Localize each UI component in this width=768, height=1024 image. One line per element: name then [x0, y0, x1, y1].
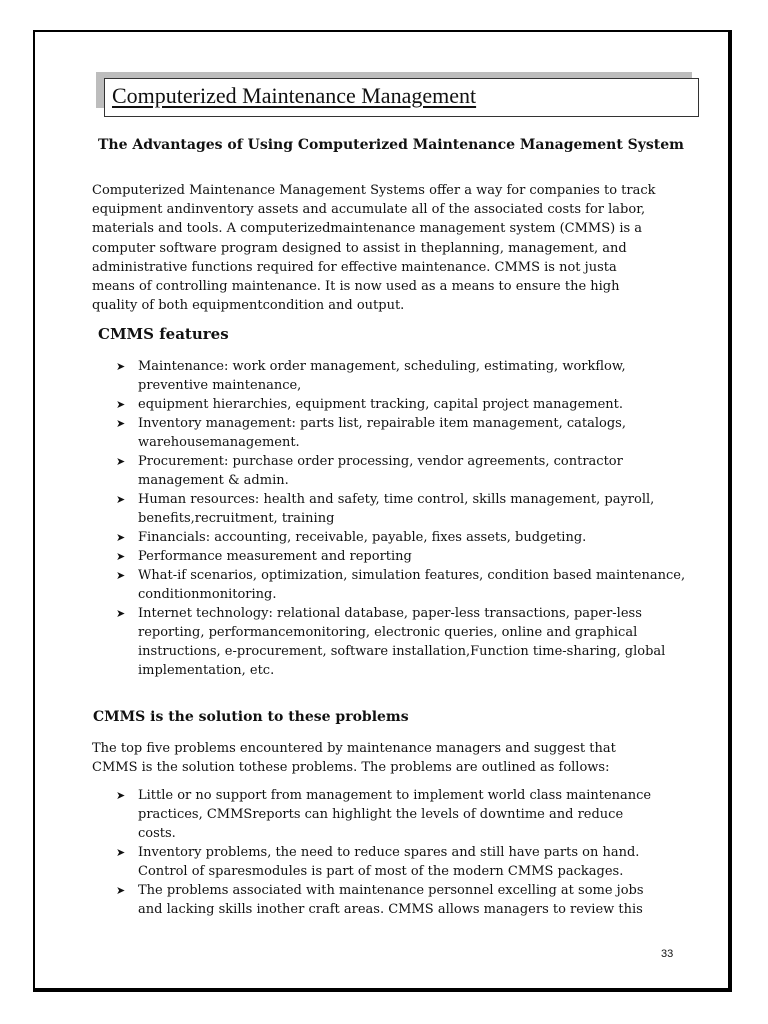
- list-item: [116, 395, 686, 414]
- list-item: [116, 843, 661, 881]
- arrow-bullet-icon: ➤: [116, 789, 126, 802]
- problems-list: [116, 786, 661, 919]
- arrow-bullet-icon: ➤: [116, 493, 126, 506]
- list-item-text: What-if scenarios, optimization, simulation features, condition based maintenance, conditionmonitoring.: [138, 568, 686, 602]
- arrow-bullet-icon: ➤: [116, 417, 126, 430]
- list-item: [116, 414, 686, 452]
- list-item-text: Internet technology: relational database, paper-less transactions, paper-less reporting, performancemonitoring, electronic queries, online and graphical instructions, e-procurement, software installation,Function time-sharing, global implementation, etc.: [138, 606, 666, 678]
- list-item: [116, 881, 661, 919]
- list-item-text: Procurement: purchase order processing, vendor agreements, contractor management & admin.: [138, 454, 623, 488]
- features-list: [116, 357, 686, 680]
- page-number: 33: [661, 948, 674, 960]
- list-item-text: Maintenance: work order management, scheduling, estimating, workflow, preventive maintenance,: [138, 359, 626, 393]
- advantages-heading: The Advantages of Using Computerized Maintenance Management System: [98, 137, 684, 153]
- arrow-bullet-icon: ➤: [116, 884, 126, 897]
- list-item-text: Little or no support from management to implement world class maintenance practices, CMMSreports can highlight the levels of downtime and reduce costs.: [138, 788, 652, 841]
- page-title: Computerized Maintenance Management: [112, 83, 477, 108]
- solution-paragraph: The top five problems encountered by maintenance managers and suggest that CMMS is the solution tothese problems. The problems are outlined as follows:: [92, 741, 616, 776]
- list-item: [116, 786, 661, 843]
- advantages-paragraph: Computerized Maintenance Management Systems offer a way for companies to track equipment andinventory assets and accumulate all of the associated costs for labor, materials and tools. A computerizedmaintenance management system (CMMS) is a computer software program designed to assist in theplanning, management, and administrative functions required for effective maintenance. CMMS is not justa means of controlling maintenance. It is now used as a means to ensure the high quality of both equipmentcondition and output.: [92, 183, 656, 314]
- list-item: [116, 452, 686, 490]
- list-item-text: Human resources: health and safety, time control, skills management, payroll, benefits,recruitment, training: [138, 492, 655, 526]
- list-item: [116, 357, 686, 395]
- list-item-text: The problems associated with maintenance personnel excelling at some jobs and lacking skills inother craft areas. CMMS allows managers to review this: [138, 883, 644, 917]
- arrow-bullet-icon: ➤: [116, 846, 126, 859]
- list-item: [116, 528, 686, 547]
- list-item: [116, 547, 686, 566]
- list-item: [116, 490, 686, 528]
- arrow-bullet-icon: ➤: [116, 607, 126, 620]
- list-item-text: Inventory management: parts list, repairable item management, catalogs, warehousemanagement.: [138, 416, 626, 450]
- features-heading: CMMS features: [98, 325, 229, 343]
- arrow-bullet-icon: ➤: [116, 550, 126, 563]
- list-item-text: equipment hierarchies, equipment tracking, capital project management.: [138, 397, 624, 412]
- arrow-bullet-icon: ➤: [116, 569, 126, 582]
- list-item-text: Financials: accounting, receivable, payable, fixes assets, budgeting.: [138, 530, 587, 545]
- list-item: [116, 566, 686, 604]
- arrow-bullet-icon: ➤: [116, 531, 126, 544]
- list-item-text: Inventory problems, the need to reduce spares and still have parts on hand. Control of sparesmodules is part of most of the modern CMMS packages.: [138, 845, 640, 879]
- solution-heading: CMMS is the solution to these problems: [93, 709, 409, 725]
- list-item-text: Performance measurement and reporting: [138, 549, 412, 564]
- arrow-bullet-icon: ➤: [116, 360, 126, 373]
- arrow-bullet-icon: ➤: [116, 455, 126, 468]
- list-item: [116, 604, 686, 680]
- arrow-bullet-icon: ➤: [116, 398, 126, 411]
